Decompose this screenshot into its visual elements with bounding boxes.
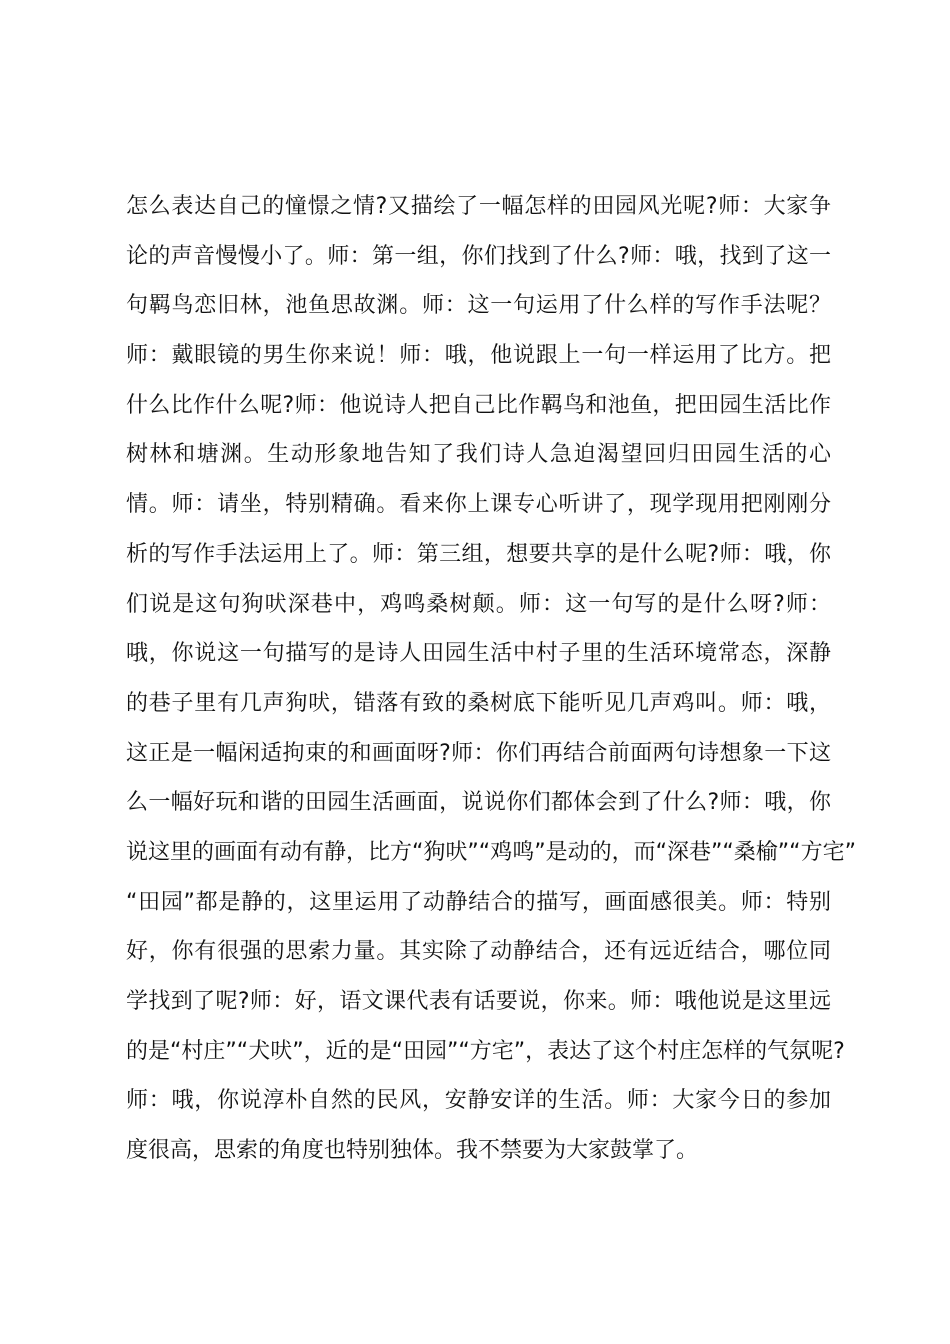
text-line: 的是“村庄”“犬吠”，近的是“田园”“方宅”，表达了这个村庄怎样的气氛呢? — [126, 1038, 845, 1064]
text-line: 么一幅好玩和谐的田园生活画面，说说你们都体会到了什么?师：哦，你 — [126, 790, 831, 816]
document-body — [126, 182, 856, 1176]
text-line: 什么比作什么呢?师：他说诗人把自己比作羁鸟和池鱼，把田园生活比作 — [126, 392, 831, 418]
text-line: 怎么表达自己的憧憬之情?又描绘了一幅怎样的田园风光呢?师：大家争 — [126, 194, 831, 219]
text-line: 度很高，思索的角度也特别独体。我不禁要为大家鼓掌了。 — [126, 1138, 699, 1164]
text-line: 师：哦，你说淳朴自然的民风，安静安详的生活。师：大家今日的参加 — [126, 1088, 831, 1114]
text-line: 哦，你说这一句描写的是诗人田园生活中村子里的生活环境常态，深静 — [126, 641, 831, 667]
text-line: 析的写作手法运用上了。师：第三组，想要共享的是什么呢?师：哦，你 — [126, 541, 831, 567]
text-line: 说这里的画面有动有静，比方“狗吠”“鸡鸣”是动的，而“深巷”“桑榆”“方宅” — [126, 839, 856, 865]
text-line: 情。师：请坐，特别精确。看来你上课专心听讲了，现学现用把刚刚分 — [126, 492, 831, 518]
text-line: 师：戴眼镜的男生你来说！师：哦，他说跟上一句一样运用了比方。把 — [126, 343, 831, 369]
text-line: 学找到了呢?师：好，语文课代表有话要说，你来。师：哦他说是这里远 — [126, 989, 831, 1014]
text-line: 这正是一幅闲适拘束的和画面呀?师：你们再结合前面两句诗想象一下这 — [126, 740, 831, 766]
text-line: 树林和塘渊。生动形象地告知了我们诗人急迫渴望回归田园生活的心 — [126, 442, 831, 468]
text-line: “田园”都是静的，这里运用了动静结合的描写，画面感很美。师：特别 — [126, 889, 831, 915]
text-line: 句羁鸟恋旧林，池鱼思故渊。师：这一句运用了什么样的写作手法呢？ — [126, 293, 831, 319]
text-line: 好，你有很强的思索力量。其实除了动静结合，还有远近结合，哪位同 — [126, 939, 831, 965]
text-line: 们说是这句狗吠深巷中，鸡鸣桑树颠。师：这一句写的是什么呀?师： — [126, 591, 831, 617]
text-line: 的巷子里有几声狗吠，错落有致的桑树底下能听见几声鸡叫。师：哦， — [126, 690, 831, 716]
text-line: 论的声音慢慢小了。师：第一组，你们找到了什么?师：哦，找到了这一 — [126, 243, 831, 269]
